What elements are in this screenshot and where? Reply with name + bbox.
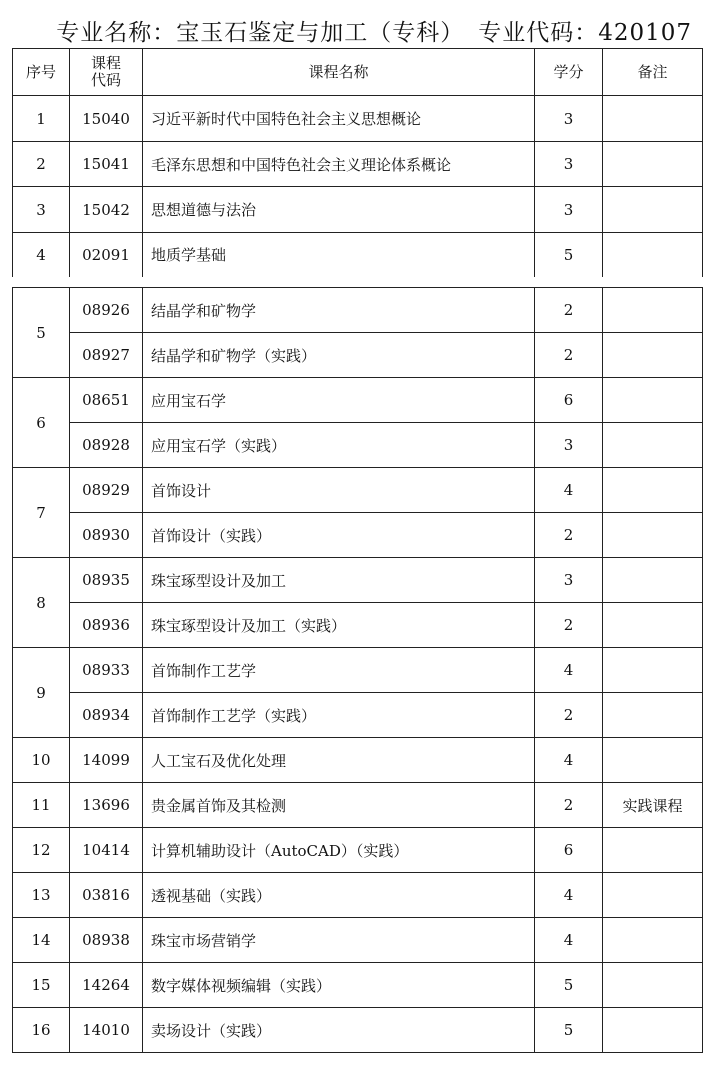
- row-note: [603, 288, 703, 333]
- table-row: [13, 558, 703, 603]
- row-credit: 4: [535, 738, 603, 783]
- row-course-code: 08927: [70, 333, 143, 378]
- row-seq: 5: [13, 288, 70, 378]
- table-row: [13, 288, 703, 333]
- row-credit: 2: [535, 603, 603, 648]
- row-note: [603, 828, 703, 873]
- table-row: [13, 648, 703, 693]
- header-code-line2: 代码: [90, 71, 121, 89]
- header-code-line1: 课程: [90, 54, 121, 72]
- row-note: [603, 873, 703, 918]
- row-course-name: 珠宝市场营销学: [143, 918, 535, 963]
- row-credit: 2: [535, 513, 603, 558]
- row-note: 实践课程: [603, 783, 703, 828]
- row-credit: 2: [535, 693, 603, 738]
- row-credit: 2: [535, 288, 603, 333]
- row-seq: 4: [13, 233, 70, 277]
- row-course-code: 08926: [70, 288, 143, 333]
- row-seq: 12: [13, 828, 70, 873]
- row-course-code: 14099: [70, 738, 143, 783]
- row-seq: 9: [13, 648, 70, 738]
- row-course-code: 08651: [70, 378, 143, 423]
- row-credit: 6: [535, 828, 603, 873]
- header-seq: 序号: [13, 49, 70, 96]
- row-note: [603, 963, 703, 1008]
- row-course-name: 习近平新时代中国特色社会主义思想概论: [143, 96, 535, 142]
- row-course-name: 人工宝石及优化处理: [143, 738, 535, 783]
- row-course-name: 首饰制作工艺学（实践）: [143, 693, 535, 738]
- row-course-code: 10414: [70, 828, 143, 873]
- row-seq: 8: [13, 558, 70, 648]
- table-row: [13, 513, 703, 558]
- row-course-code: 08935: [70, 558, 143, 603]
- row-seq: 1: [13, 96, 70, 142]
- row-credit: 3: [535, 96, 603, 142]
- row-course-name: 透视基础（实践）: [143, 873, 535, 918]
- table-row: [13, 233, 703, 277]
- row-course-code: 03816: [70, 873, 143, 918]
- table-row: [13, 783, 703, 828]
- row-credit: 6: [535, 378, 603, 423]
- row-course-name: 结晶学和矿物学（实践）: [143, 333, 535, 378]
- table-row: [13, 96, 703, 142]
- row-note: [603, 96, 703, 142]
- row-course-name: 思想道德与法治: [143, 187, 535, 233]
- row-course-code: 14010: [70, 1008, 143, 1053]
- row-credit: 2: [535, 333, 603, 378]
- row-course-name: 结晶学和矿物学: [143, 288, 535, 333]
- row-credit: 3: [535, 423, 603, 468]
- row-note: [603, 513, 703, 558]
- row-seq: 3: [13, 187, 70, 233]
- row-note: [603, 558, 703, 603]
- row-note: [603, 187, 703, 233]
- row-course-name: 地质学基础: [143, 233, 535, 277]
- row-note: [603, 693, 703, 738]
- row-course-name: 毛泽东思想和中国特色社会主义理论体系概论: [143, 142, 535, 187]
- major-code: 专业代码：420107: [478, 19, 692, 46]
- row-credit: 4: [535, 873, 603, 918]
- row-note: [603, 1008, 703, 1053]
- table-row: [13, 693, 703, 738]
- row-note: [603, 738, 703, 783]
- row-note: [603, 378, 703, 423]
- table-row: [13, 738, 703, 783]
- row-course-code: 08928: [70, 423, 143, 468]
- row-credit: 2: [535, 783, 603, 828]
- table-row: [13, 873, 703, 918]
- row-course-code: 08929: [70, 468, 143, 513]
- header-row: [13, 49, 703, 96]
- row-seq: 15: [13, 963, 70, 1008]
- row-course-name: 计算机辅助设计（AutoCAD）（实践）: [143, 828, 535, 873]
- table-row: [13, 963, 703, 1008]
- row-note: [603, 468, 703, 513]
- row-credit: 3: [535, 187, 603, 233]
- row-note: [603, 233, 703, 277]
- table-row: [13, 187, 703, 233]
- row-course-name: 应用宝石学（实践）: [143, 423, 535, 468]
- row-seq: 13: [13, 873, 70, 918]
- row-course-code: 08934: [70, 693, 143, 738]
- major-name: 专业名称：宝玉石鉴定与加工（专科）: [56, 19, 465, 46]
- row-course-code: 02091: [70, 233, 143, 277]
- row-course-name: 首饰设计: [143, 468, 535, 513]
- row-course-name: 首饰设计（实践）: [143, 513, 535, 558]
- row-seq: 11: [13, 783, 70, 828]
- row-credit: 5: [535, 1008, 603, 1053]
- row-note: [603, 142, 703, 187]
- row-seq: 7: [13, 468, 70, 558]
- row-course-code: 15040: [70, 96, 143, 142]
- row-credit: 5: [535, 963, 603, 1008]
- table-row: [13, 468, 703, 513]
- row-course-code: 15041: [70, 142, 143, 187]
- page-title: [0, 12, 715, 48]
- row-credit: 4: [535, 468, 603, 513]
- row-note: [603, 918, 703, 963]
- table-row: [13, 333, 703, 378]
- table-row: [13, 1008, 703, 1053]
- row-course-code: 08936: [70, 603, 143, 648]
- row-credit: 4: [535, 918, 603, 963]
- row-course-name: 数字媒体视频编辑（实践）: [143, 963, 535, 1008]
- table-row: [13, 378, 703, 423]
- row-course-name: 首饰制作工艺学: [143, 648, 535, 693]
- row-course-code: 08930: [70, 513, 143, 558]
- row-credit: 3: [535, 558, 603, 603]
- table-row: [13, 603, 703, 648]
- course-table-bottom: [12, 287, 703, 1053]
- row-course-name: 珠宝琢型设计及加工: [143, 558, 535, 603]
- row-course-code: 08938: [70, 918, 143, 963]
- row-seq: 2: [13, 142, 70, 187]
- table-row: [13, 918, 703, 963]
- row-credit: 3: [535, 142, 603, 187]
- header-note: 备注: [603, 49, 703, 96]
- table-row: [13, 423, 703, 468]
- row-course-name: 应用宝石学: [143, 378, 535, 423]
- row-course-name: 卖场设计（实践）: [143, 1008, 535, 1053]
- row-note: [603, 648, 703, 693]
- row-credit: 5: [535, 233, 603, 277]
- row-seq: 10: [13, 738, 70, 783]
- row-course-name: 珠宝琢型设计及加工（实践）: [143, 603, 535, 648]
- row-credit: 4: [535, 648, 603, 693]
- row-note: [603, 603, 703, 648]
- header-name: 课程名称: [143, 49, 535, 96]
- header-credit: 学分: [535, 49, 603, 96]
- row-seq: 16: [13, 1008, 70, 1053]
- row-note: [603, 423, 703, 468]
- table-row: [13, 828, 703, 873]
- row-course-code: 15042: [70, 187, 143, 233]
- table-row: [13, 142, 703, 187]
- row-seq: 14: [13, 918, 70, 963]
- row-course-code: 13696: [70, 783, 143, 828]
- row-note: [603, 333, 703, 378]
- row-course-code: 14264: [70, 963, 143, 1008]
- header-code: [70, 49, 143, 96]
- row-course-name: 贵金属首饰及其检测: [143, 783, 535, 828]
- course-table-top: [12, 48, 703, 277]
- row-course-code: 08933: [70, 648, 143, 693]
- row-seq: 6: [13, 378, 70, 468]
